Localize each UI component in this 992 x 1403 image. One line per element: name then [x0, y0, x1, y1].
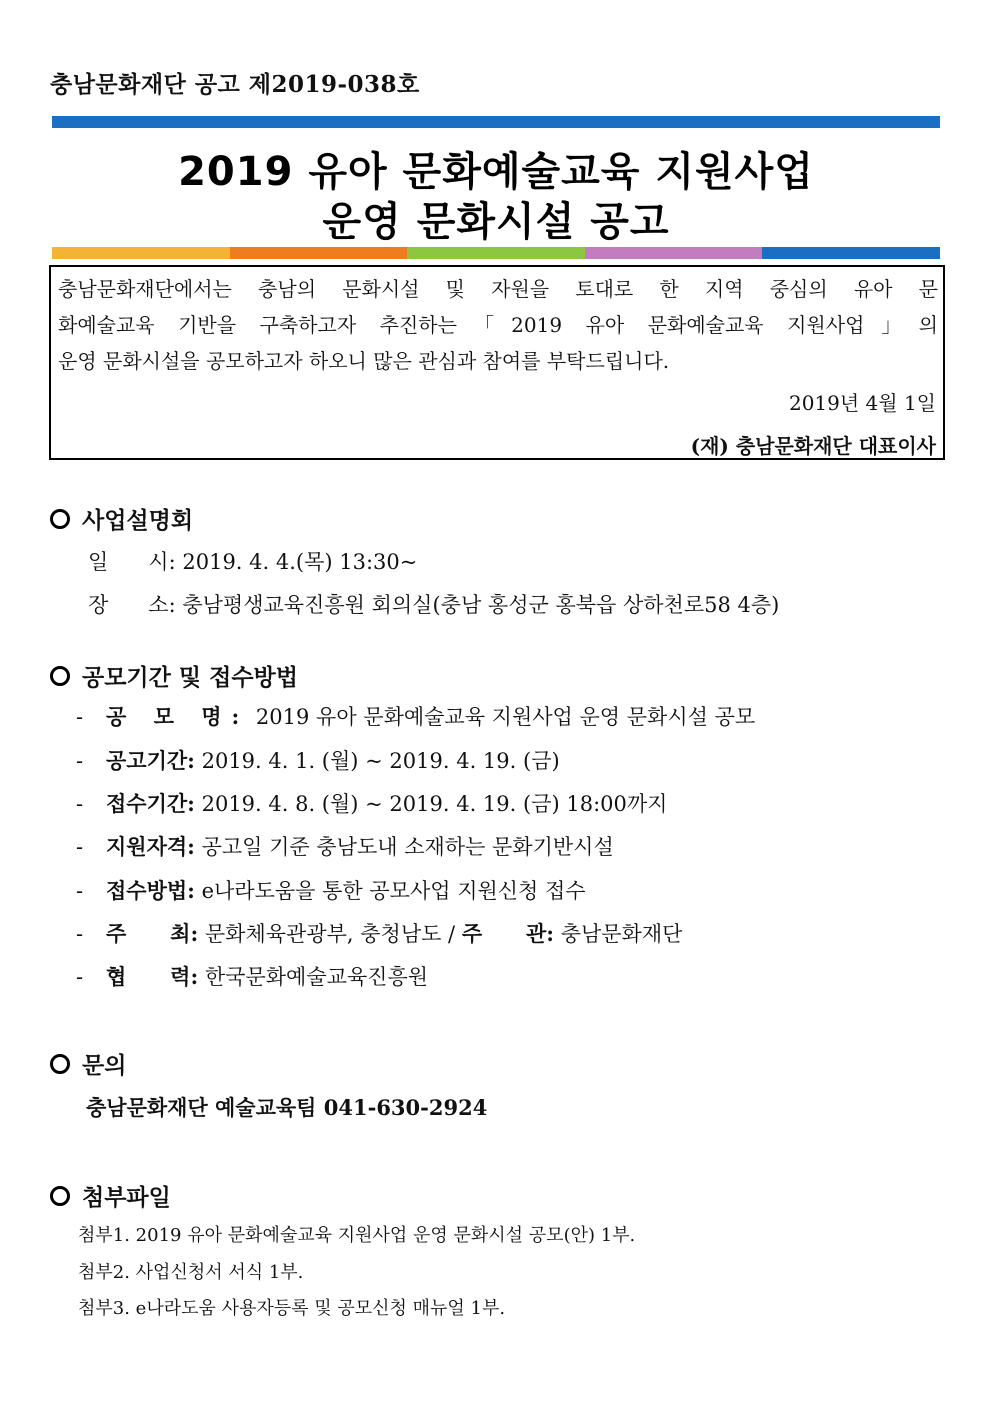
top-blue-bar [52, 116, 940, 128]
attachment-item: 첨부3. e나라도움 사용자등록 및 공모신청 매뉴얼 1부. [78, 1298, 506, 1319]
list-item: - 공 모 명: 2019 유아 문화예술교육 지원사업 운영 문화시설 공모 [76, 704, 756, 729]
section-attachments-heading: 첨부파일 [50, 1179, 171, 1212]
list-item: - 주 최: 문화체육관광부, 충청남도 / 주 관: 충남문화재단 [76, 921, 683, 946]
list-item: - 협 력: 한국문화예술교육진흥원 [76, 964, 429, 989]
color-stripe [52, 247, 940, 259]
notice-date: 2019년 4월 1일 [788, 391, 936, 415]
list-item: - 공고기간: 2019. 4. 1. (월) ~ 2019. 4. 19. (금) [76, 748, 560, 773]
intro-line-1: 충남문화재단에서는 충남의 문화시설 및 자원을 토대로 한 지역 중심의 유아 문 [58, 277, 938, 301]
circle-bullet-icon [50, 1186, 70, 1206]
list-item: - 접수방법: e나라도움을 통한 공모사업 지원신청 접수 [76, 878, 586, 903]
briefing-place-row: 장 소: 충남평생교육진흥원 회의실(충남 홍성군 홍북읍 상하천로58 4층) [88, 593, 780, 617]
intro-line-2: 화예술교육 기반을 구축하고자 추진하는「2019 유아 문화예술교육 지원사업」의 [58, 313, 938, 337]
stripe-yellow [52, 247, 230, 259]
section-application-heading: 공모기간 및 접수방법 [50, 659, 298, 692]
circle-bullet-icon [50, 509, 70, 529]
briefing-date-value: 2019. 4. 4.(목) 13:30~ [182, 550, 418, 574]
attachment-item: 첨부2. 사업신청서 서식 1부. [78, 1262, 304, 1283]
list-item: - 접수기간: 2019. 4. 8. (월) ~ 2019. 4. 19. (금) 18:00까지 [76, 791, 668, 816]
stripe-green [407, 247, 585, 259]
page-title-line2: 운영 문화시설 공고 [322, 199, 670, 245]
stripe-orange [230, 247, 408, 259]
section-inquiry-heading: 문의 [50, 1047, 126, 1080]
notice-signature: (재) 충남문화재단 대표이사 [690, 434, 936, 458]
inquiry-contact: 충남문화재단 예술교육팀 041-630-2924 [86, 1095, 488, 1120]
briefing-date-row: 일 시: 2019. 4. 4.(목) 13:30~ [88, 550, 418, 574]
stripe-blue [762, 247, 940, 259]
attachment-item: 첨부1. 2019 유아 문화예술교육 지원사업 운영 문화시설 공모(안) 1부. [78, 1225, 636, 1246]
page-title-line1: 2019 유아 문화예술교육 지원사업 [178, 149, 814, 195]
notice-number: 충남문화재단 공고 제2019-038호 [50, 71, 420, 98]
circle-bullet-icon [50, 666, 70, 686]
stripe-purple [585, 247, 763, 259]
list-item: - 지원자격: 공고일 기준 충남도내 소재하는 문화기반시설 [76, 834, 614, 859]
section-briefing-heading: 사업설명회 [50, 502, 193, 535]
intro-line-3: 운영 문화시설을 공모하고자 하오니 많은 관심과 참여를 부탁드립니다. [58, 349, 670, 373]
circle-bullet-icon [50, 1054, 70, 1074]
briefing-place-value: 충남평생교육진흥원 회의실(충남 홍성군 홍북읍 상하천로58 4층) [182, 593, 780, 617]
